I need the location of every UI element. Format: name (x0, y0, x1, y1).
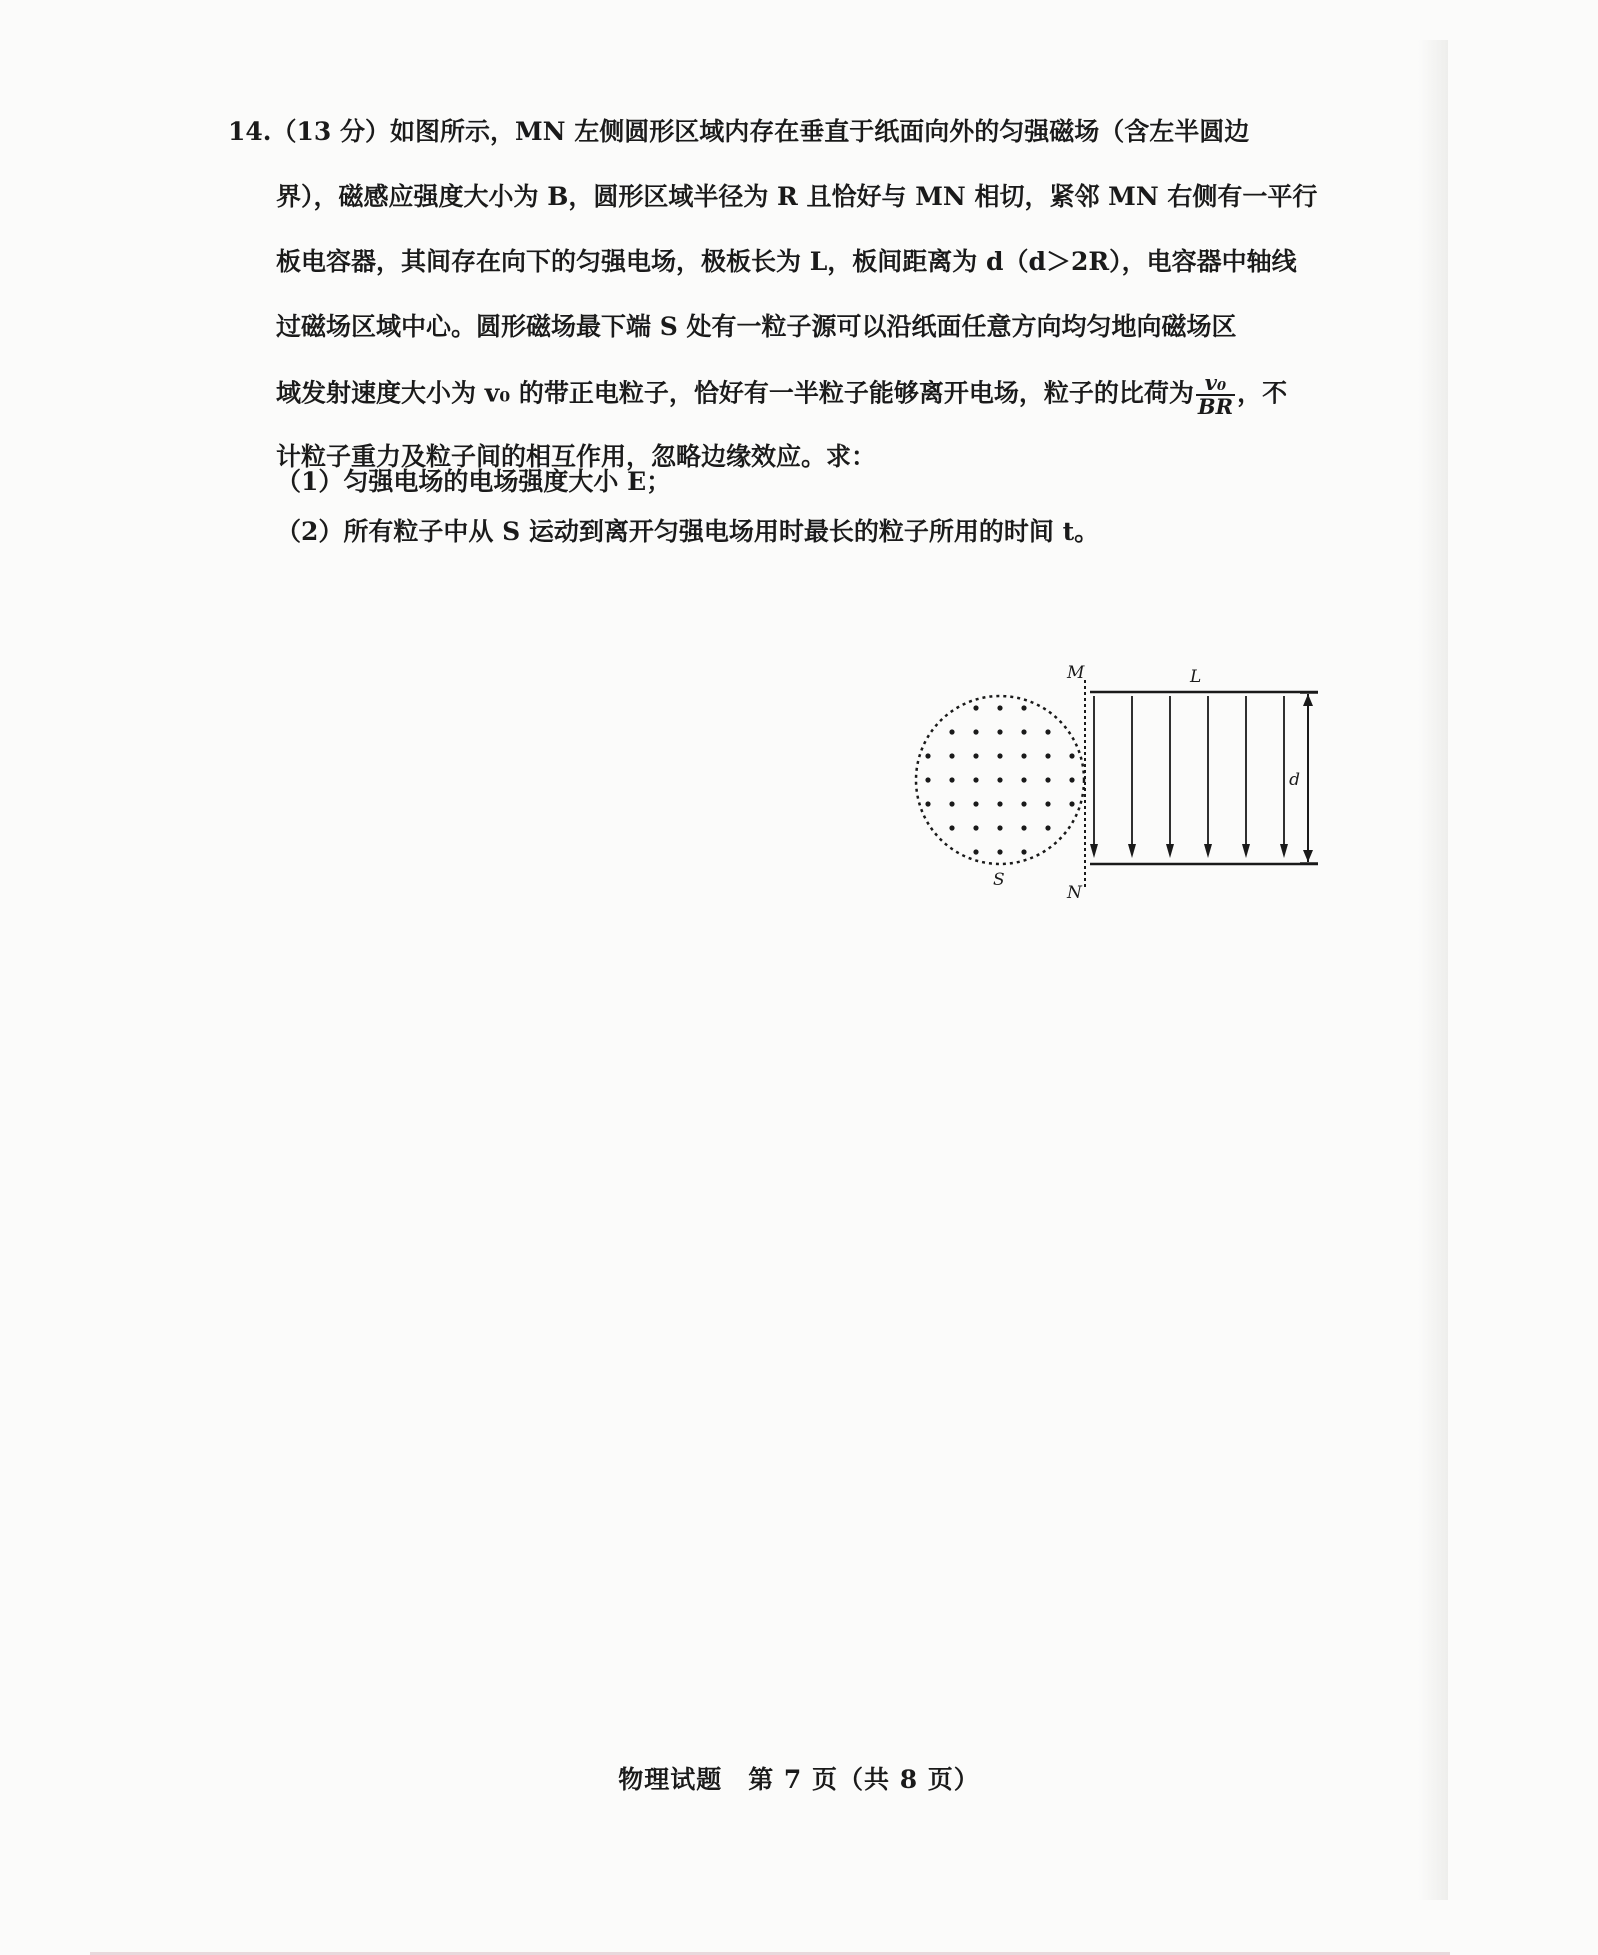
field-dot (1021, 801, 1026, 806)
question-line-4: 过磁场区域中心。圆形磁场最下端 S 处有一粒子源可以沿纸面任意方向均匀地向磁场区 (276, 312, 1237, 341)
label-s: S (993, 870, 1005, 890)
field-dot (997, 753, 1002, 758)
field-dot (1021, 753, 1026, 758)
field-dot (1069, 777, 1074, 782)
field-dot (973, 849, 978, 854)
label-n: N (1067, 883, 1082, 903)
field-dot (949, 753, 954, 758)
field-dot (949, 825, 954, 830)
field-dot (1045, 825, 1050, 830)
label-m: M (1067, 663, 1085, 683)
field-dot (973, 801, 978, 806)
fraction-denominator: BR (1197, 394, 1234, 419)
field-dot (973, 705, 978, 710)
field-dot (1069, 753, 1074, 758)
field-dot (1069, 801, 1074, 806)
field-dots (925, 705, 1074, 854)
question-line-1: 14.（13 分）如图所示，MN 左侧圆形区域内存在垂直于纸面向外的匀强磁场（含左半圆边 (228, 117, 1250, 146)
d-arrow-bottom (1303, 850, 1313, 862)
field-dot (997, 777, 1002, 782)
fraction-numerator: v₀ (1196, 372, 1235, 396)
field-dot (925, 753, 930, 758)
field-dot (997, 705, 1002, 710)
field-dot (997, 801, 1002, 806)
field-dot (997, 825, 1002, 830)
field-dot (1045, 801, 1050, 806)
sub-question-1: （1）匀强电场的电场强度大小 E； (276, 467, 672, 496)
field-dot (949, 777, 954, 782)
question-line-2: 界），磁感应强度大小为 B，圆形区域半径为 R 且恰好与 MN 相切，紧邻 MN 右侧有一平行 (276, 182, 1318, 211)
label-d: d (1289, 770, 1300, 790)
field-dot (1021, 729, 1026, 734)
field-dot (1021, 849, 1026, 854)
question-line-5 (228, 370, 1318, 419)
field-dot (973, 777, 978, 782)
field-arrow (1166, 844, 1174, 858)
field-dot (997, 729, 1002, 734)
field-dot (949, 729, 954, 734)
field-dot (1021, 705, 1026, 710)
d-arrow-top (1303, 694, 1313, 706)
question-line-3: 板电容器，其间存在向下的匀强电场，极板长为 L，板间距离为 d（d＞2R），电容器中轴线 (276, 247, 1297, 276)
question-14 (228, 112, 1318, 546)
sub-question-2: （2）所有粒子中从 S 运动到离开匀强电场用时最长的粒子所用的时间 t。 (276, 517, 1100, 546)
field-arrow (1242, 844, 1250, 858)
electric-field-lines (1090, 696, 1288, 858)
field-arrow (1128, 844, 1136, 858)
field-dot (1045, 777, 1050, 782)
field-dot (973, 729, 978, 734)
field-dot (949, 801, 954, 806)
field-arrow (1204, 844, 1212, 858)
field-dot (973, 753, 978, 758)
field-dot (973, 825, 978, 830)
question-line-6: 计粒子重力及粒子间的相互作用，忽略边缘效应。求： (276, 442, 877, 471)
question-line-5-text: 域发射速度大小为 v₀ 的带正电粒子，恰好有一半粒子能够离开电场，粒子的比荷为 (276, 378, 1194, 408)
charge-mass-ratio-fraction (1196, 372, 1235, 418)
field-arrow (1090, 844, 1098, 858)
question-line-5-tail: ，不 (1237, 378, 1288, 408)
field-dot (1021, 825, 1026, 830)
page-footer: 物理试题 第 7 页（共 8 页） (618, 1765, 980, 1794)
field-dot (925, 801, 930, 806)
field-diagram (900, 660, 1340, 910)
field-dot (925, 777, 930, 782)
field-dot (1045, 729, 1050, 734)
label-l: L (1190, 667, 1202, 687)
field-dot (1045, 753, 1050, 758)
field-dot (997, 849, 1002, 854)
page-edge-shadow (1418, 40, 1448, 1900)
field-dot (1021, 777, 1026, 782)
field-arrow (1280, 844, 1288, 858)
